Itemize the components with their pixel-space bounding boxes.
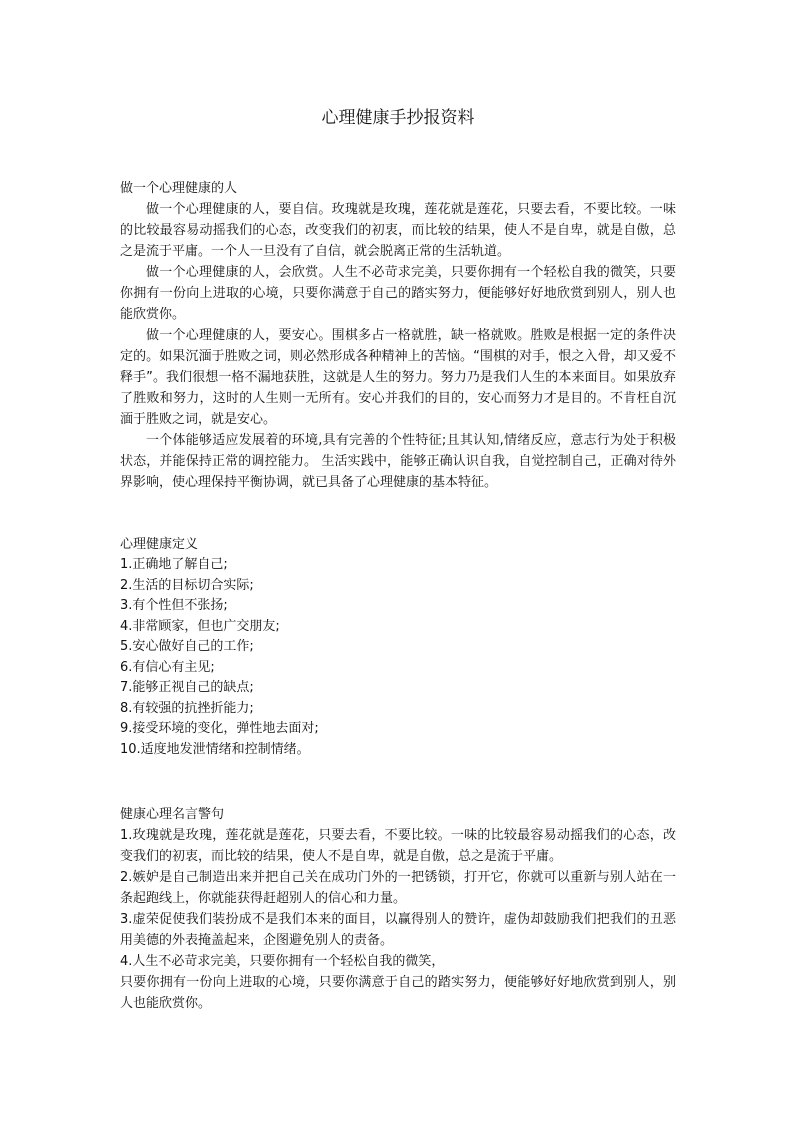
list-item: 3.虚荣促使我们装扮成不是我们本来的面目，以赢得别人的赞许，虚伪却鼓励我们把我们的丑恶用美德的外表掩盖起来，企图避免别人的责备。 (120, 912, 676, 948)
section-definition (120, 534, 676, 760)
section-healthy-person (120, 178, 676, 493)
section-quotes (120, 804, 676, 1014)
list-item: 8.有较强的抗挫折能力; (120, 700, 254, 716)
list-item: 2.生活的目标切合实际; (120, 577, 254, 593)
quotes-list (120, 825, 676, 1014)
list-item: 1.正确地了解自己; (120, 557, 228, 572)
paragraph: 做一个心理健康的人，要安心。围棋多占一格就胜，缺一格就败。胜败是根据一定的条件决定的。如果沉湎于胜败之词，则必然形成各种精神上的苦恼。“围棋的对手，恨之入骨，却又爱不释手”。我们很想一格不漏地获胜，这就是人生的努力。努力乃是我们人生的本来面目。如果放弃了胜败和努力，这时的人生则一无所有。安心并我们的目的，安心而努力才是目的。不肯枉自沉湎于胜败之词，就是安心。 (120, 328, 676, 427)
list-item: 5.安心做好自己的工作; (120, 639, 254, 654)
section-heading: 心理健康定义 (120, 537, 199, 552)
section-heading: 做一个心理健康的人 (120, 181, 238, 196)
list-item: 9.接受环境的变化，弹性地去面对; (120, 721, 319, 736)
document-title: 心理健康手抄报资料 (321, 108, 475, 128)
definition-list (120, 555, 676, 760)
list-item: 4.非常顾家，但也广交朋友; (120, 618, 280, 634)
paragraph: 做一个心理健康的人，要自信。玫瑰就是玫瑰，莲花就是莲花，只要去看，不要比较。一味的比较最容易动摇我们的心态，改变我们的初衷，而比较的结果，使人不是自卑，就是自傲，总之是流于平庸。一个人一旦没有了自信，就会脱离正常的生活轨道。 (120, 202, 676, 259)
paragraph: 做一个心理健康的人，会欣赏。人生不必苛求完美，只要你拥有一个轻松自我的微笑，只要你拥有一份向上进取的心境，只要你满意于自己的踏实努力，便能够好好地欣赏到别人，别人也能欣赏你。 (120, 265, 676, 322)
list-item: 6.有信心有主见; (120, 659, 215, 675)
list-item: 3.有个性但不张扬; (120, 598, 228, 613)
paragraph: 一个体能够适应发展着的环境,具有完善的个性特征;且其认知,情绪反应，意志行为处于积极状态，并能保持正常的调控能力。 生活实践中，能够正确认识自我，自觉控制自己，正确对待外界影响，使心理保持平衡协调，就已具备了心理健康的基本特征。 (120, 433, 676, 490)
list-item: 只要你拥有一份向上进取的心境，只要你满意于自己的踏实努力，便能够好好地欣赏到别人，别人也能欣赏你。 (120, 975, 676, 1011)
list-item: 7.能够正视自己的缺点; (120, 680, 254, 695)
section-heading: 健康心理名言警句 (120, 807, 225, 822)
list-item: 2.嫉妒是自己制造出来并把自己关在成功门外的一把锈锁，打开它，你就可以重新与别人站在一条起跑线上，你就能获得赶超别人的信心和力量。 (120, 870, 676, 906)
list-item: 4.人生不必苛求完美，只要你拥有一个轻松自我的微笑， (120, 954, 445, 969)
list-item: 1.玫瑰就是玫瑰，莲花就是莲花，只要去看，不要比较。一味的比较最容易动摇我们的心态，改变我们的初衷，而比较的结果，使人不是自卑，就是自傲，总之是流于平庸。 (120, 828, 676, 864)
list-item: 10.适度地发泄情绪和控制情绪。 (120, 741, 310, 757)
